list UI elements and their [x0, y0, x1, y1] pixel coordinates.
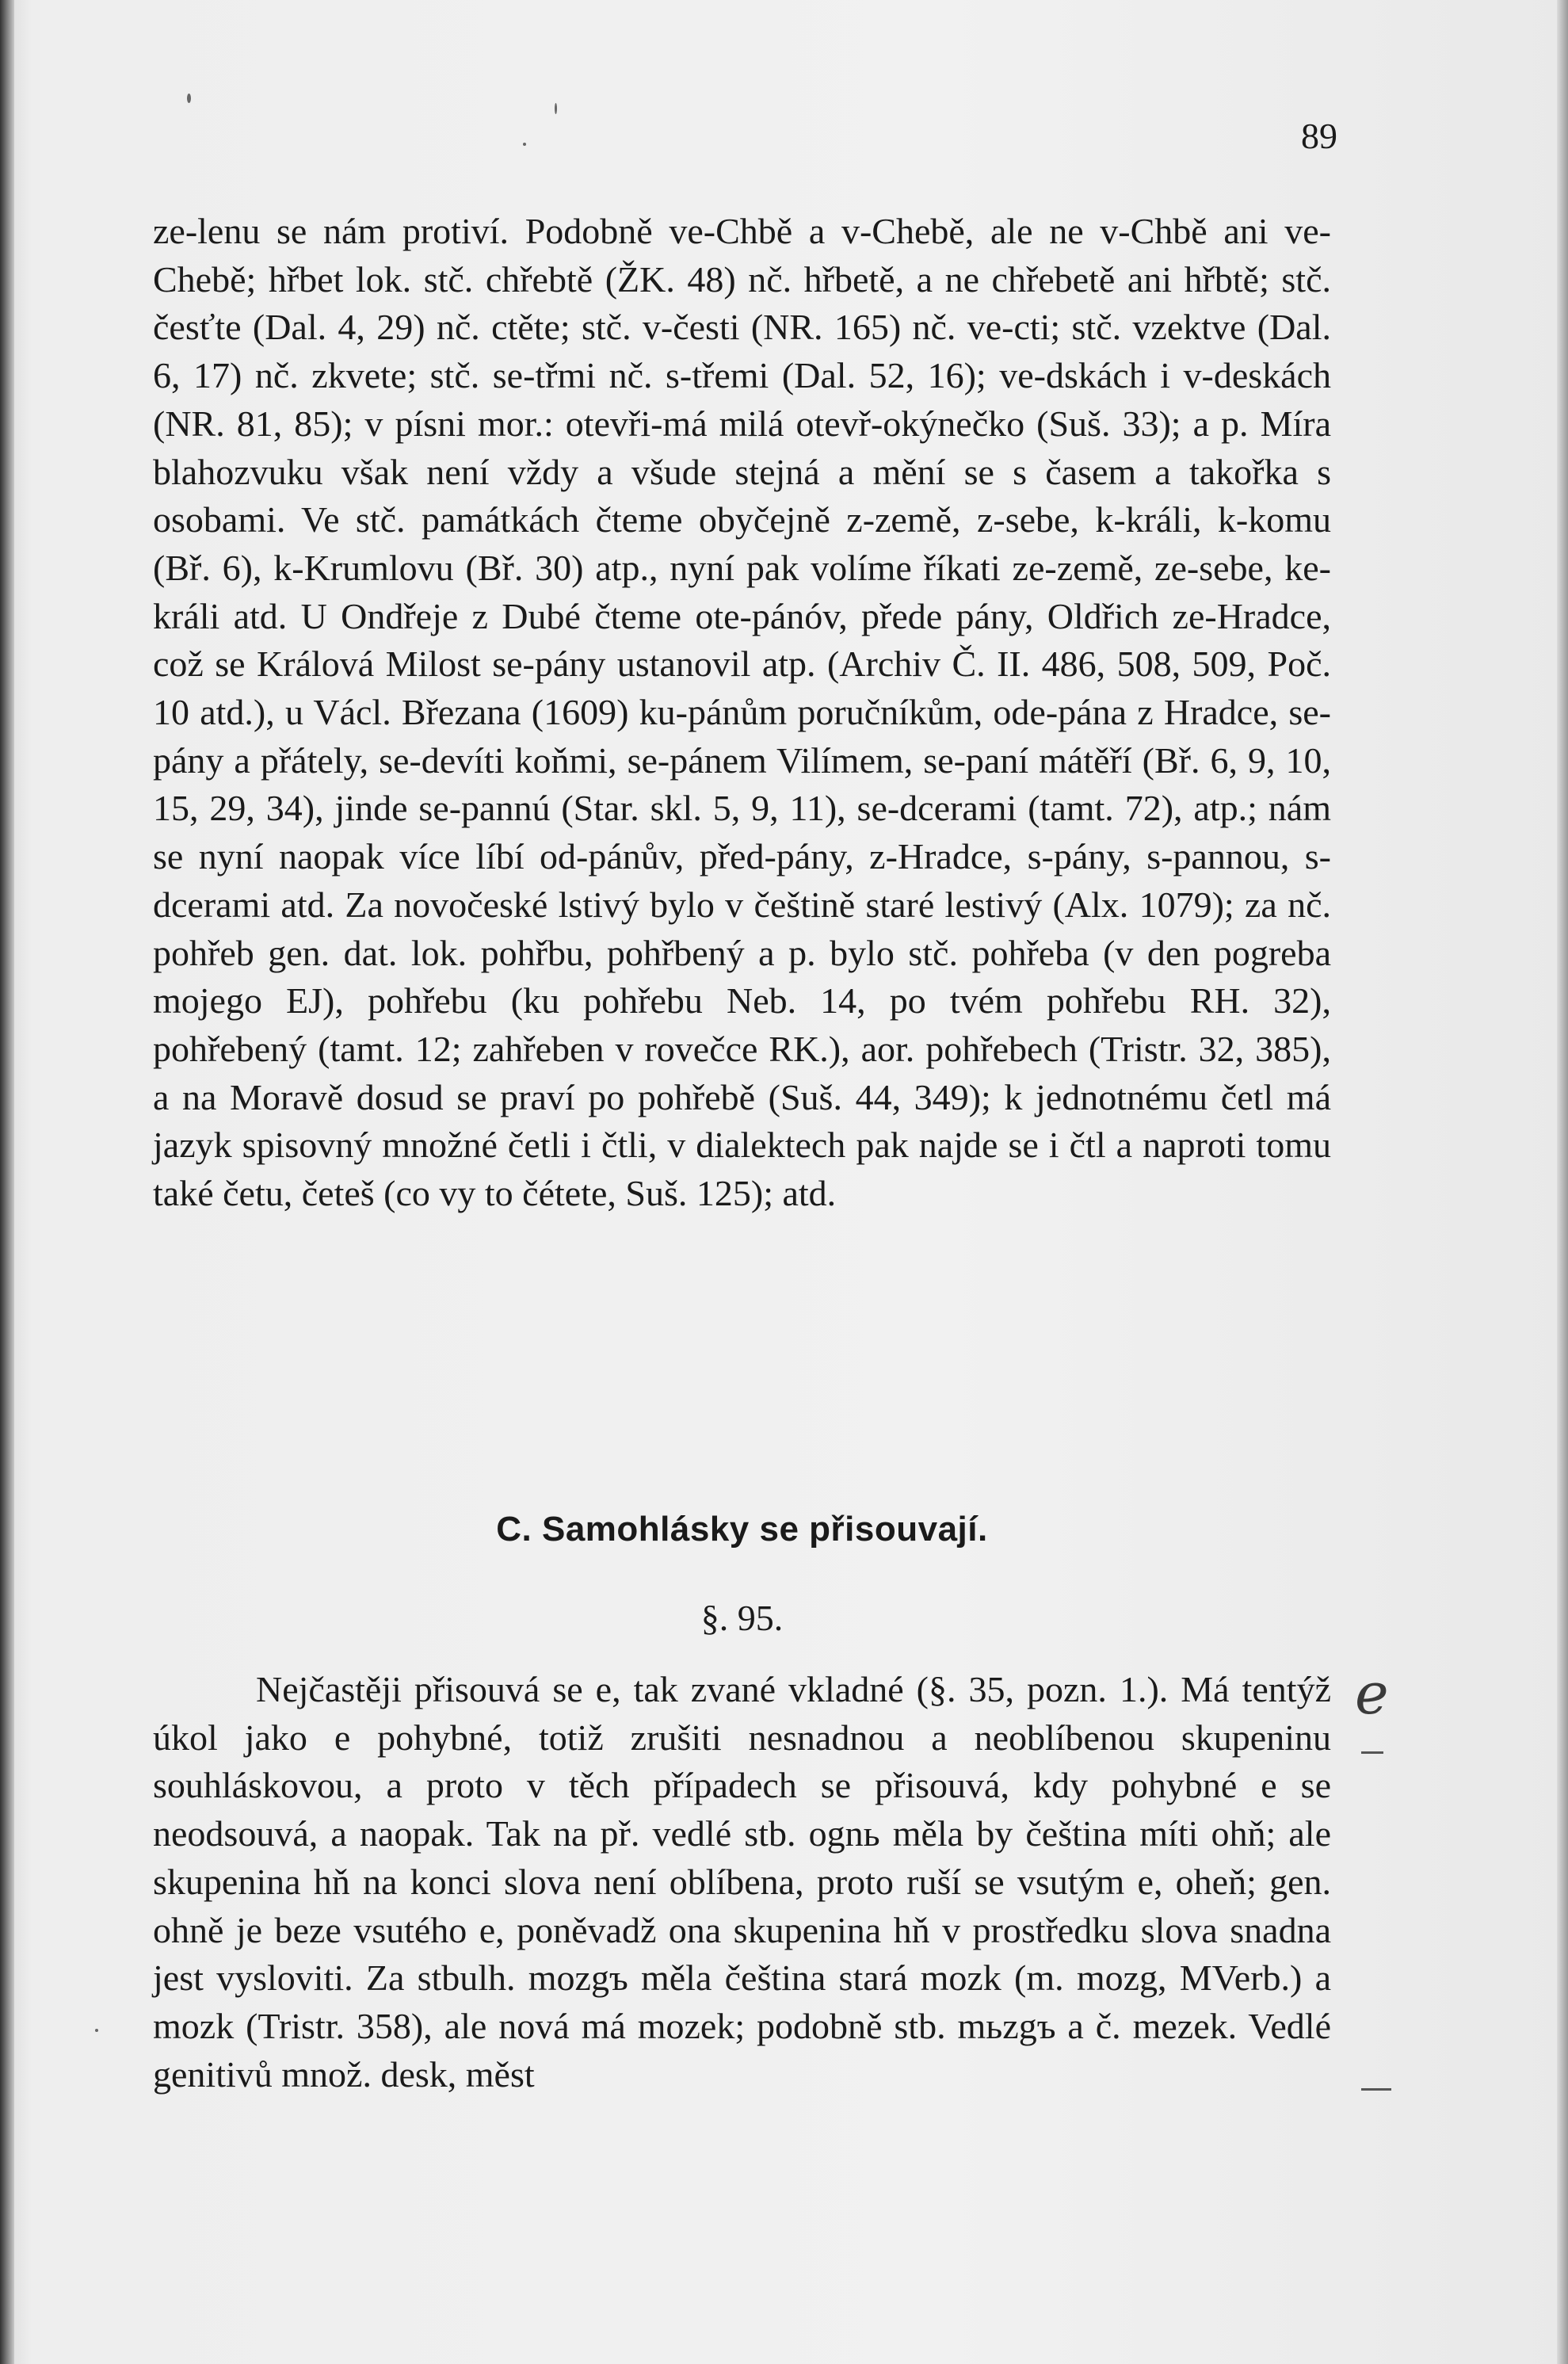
handwritten-margin-note: e [1355, 1660, 1389, 1727]
paragraph: ze-lenu se nám protiví. Podobně ve-Chbě a v-Chebě, ale ne v-Chbě ani ve-Chebě; hřbet lok. stč. chřebtě (ŽK. 48) nč. hřbetě, a ne chřebetě ani hřbtě; stč. česťte (Dal. 4, 29) nč. ctěte; stč. v-česti (NR. 165) nč. ve-cti; stč. vzektve (Dal. 6, 17) nč. zkvete; stč. se-třmi nč. s-třemi (Dal. 52, 16); ve-dskách i v-deskách (NR. 81, 85); v písni mor.: otevři-má milá otevř-okýnečko (Suš. 33); a p. Míra blahozvuku však není vždy a všude stejná a mění se s časem a takořka s osobami. Ve stč. památkách čteme obyčejně z-země, z-sebe, k-králi, k-komu (Bř. 6), k-Krumlovu (Bř. 30) atp., nyní pak volíme říkati ze-země, ze-sebe, ke-králi atd. U Ondřeje z Dubé čteme ote-pánóv, přede pány, Oldřich ze-Hradce, což se Králová Milost se-pány ustanovil atp. (Archiv Č. II. 486, 508, 509, Poč. 10 atd.), u Václ. Březana (1609) ku-pánům poručníkům, ode-pána z Hradce, se-pány a přátely, se-devíti koňmi, se-pánem Vilímem, se-paní mátěří (Bř. 6, 9, 10, 15, 29, 34), jinde se-pannú (Star. skl. 5, 9, 11), se-dcerami (tamt. 72), atp.; nám se nyní naopak více líbí od-pánův, před-pány, z-Hradce, s-pány, s-pannou, s-dcerami atd. Za novočeské lstivý bylo v češtině staré lestivý (Alx. 1079); za nč. pohřeb gen. dat. lok. pohřbu, pohřbený a p. bylo stč. pohřeba (v den pogreba mojego EJ), pohřebu (ku pohřebu Neb. 14, po tvém pohřebu RH. 32), pohřebený (tamt. 12; zahřeben v rovečce RK.), aor. pohřebech (Tristr. 32, 385), a na Moravě dosud se praví po pohřebě (Suš. 44, 349); k jednotnému četl má jazyk spisovný množné četli i čtli, v dialektech pak najde se i čtl a naproti tomu také četu, četeš (co vy to čétete, Suš. 125); atd. [153, 211, 1331, 1214]
margin-mark [1361, 1751, 1383, 1754]
body-text-main [153, 208, 1331, 1218]
scan-speck [95, 2029, 98, 2032]
page-number: 89 [1301, 116, 1337, 156]
page-right-edge [1557, 0, 1568, 2364]
scan-speck [187, 94, 191, 103]
scan-speck [523, 143, 526, 146]
section-heading: C. Samohlásky se přisouvají. [496, 1510, 988, 1549]
body-text-section [153, 1666, 1331, 2099]
paragraph: Nejčastěji přisouvá se e, tak zvané vkladné (§. 35, pozn. 1.). Má tentýž úkol jako e pohybné, totiž zrušiti nesnadnou a neoblíbenou skupeninu souhláskovou, a proto v těch případech se přisouvá, kdy pohybné e se neodsouvá, a naopak. Tak na př. vedlé stb. ognь měla by čeština míti ohň; ale skupenina hň na konci slova není oblíbena, proto ruší se vsutým e, oheň; gen. ohně je beze vsutého e, poněvadž ona skupenina hň v prostředku slova snadna jest vysloviti. Za stbulh. mozgъ měla čeština stará mozk (m. mozg, MVerb.) a mozk (Tristr. 358), ale nová má mozek; podobně stb. mьzgъ a č. mezek. Vedlé genitivů množ. desk, měst [153, 1669, 1331, 2095]
margin-mark [1361, 2088, 1391, 2091]
scan-speck [555, 103, 557, 114]
page-left-edge [0, 0, 14, 2364]
section-number: §. 95. [700, 1598, 784, 1638]
